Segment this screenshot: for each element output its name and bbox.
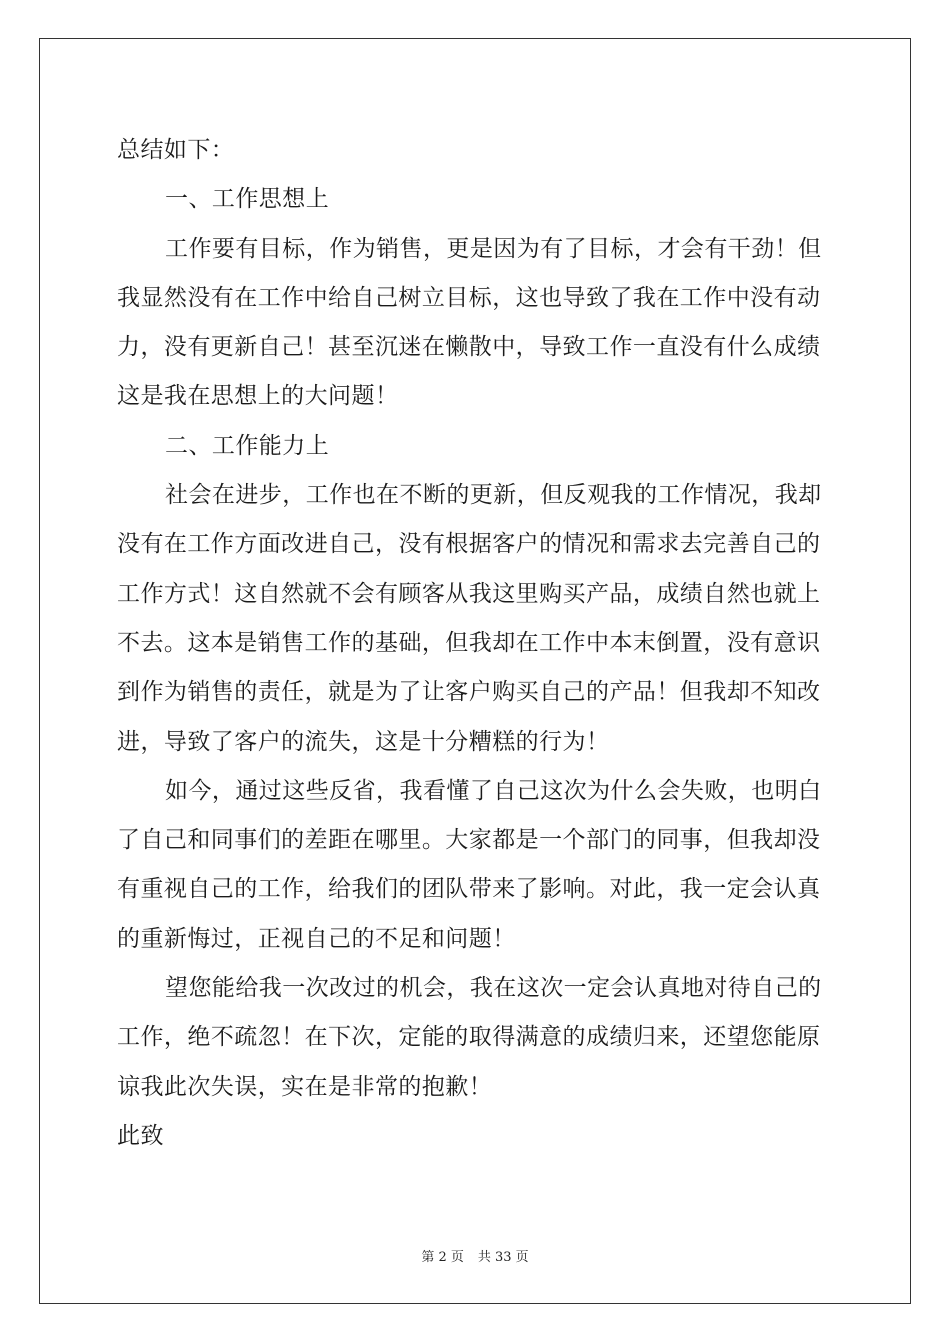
text-line-9: 没有在工作方面改进自己，没有根据客户的情况和需求去完善自己的 [117, 531, 821, 558]
text-line-1: 总结如下： [117, 137, 235, 163]
text-line-19: 工作，绝不疏忽！在下次，定能的取得满意的成绩归来，还望您能原 [117, 1024, 821, 1051]
page-number: 第 2 页 [421, 1250, 464, 1265]
text-line-13: 进，导致了客户的流失，这是十分糟糕的行为！ [117, 728, 610, 755]
text-line-10: 工作方式！这自然就不会有顾客从我这里购买产品，成绩自然也就上 [117, 580, 821, 607]
text-line-20: 谅我此次失误，实在是非常的抱歉！ [117, 1073, 493, 1100]
page-footer [0, 1246, 950, 1265]
section-heading-thought: 一、工作思想上 [165, 186, 330, 213]
section-heading-ability: 二、工作能力上 [165, 432, 330, 459]
text-line-6: 这是我在思想上的大问题！ [117, 383, 399, 410]
text-line-12: 到作为销售的责任，就是为了让客户购买自己的产品！但我却不知改 [117, 679, 821, 706]
closing-salutation: 此致 [117, 1122, 164, 1149]
page-total: 共 33 页 [477, 1250, 529, 1265]
text-line-3: 工作要有目标，作为销售，更是因为有了目标，才会有干劲！但 [165, 235, 822, 262]
document-body [117, 126, 835, 1161]
text-line-4: 我显然没有在工作中给自己树立目标，这也导致了我在工作中没有动 [117, 284, 821, 311]
text-line-15: 了自己和同事们的差距在哪里。大家都是一个部门的同事，但我却没 [117, 827, 821, 854]
text-line-11: 不去。这本是销售工作的基础，但我却在工作中本末倒置，没有意识 [117, 629, 821, 656]
text-line-16: 有重视自己的工作，给我们的团队带来了影响。对此，我一定会认真 [117, 876, 821, 903]
text-line-5: 力，没有更新自己！甚至沉迷在懒散中，导致工作一直没有什么成绩 [117, 334, 821, 361]
text-line-8: 社会在进步，工作也在不断的更新，但反观我的工作情况，我却 [165, 482, 822, 509]
text-line-14: 如今，通过这些反省，我看懂了自己这次为什么会失败，也明白 [165, 777, 822, 804]
text-line-18: 望您能给我一次改过的机会，我在这次一定会认真地对待自己的 [165, 975, 822, 1002]
text-line-17: 的重新悔过，正视自己的不足和问题！ [117, 925, 516, 952]
